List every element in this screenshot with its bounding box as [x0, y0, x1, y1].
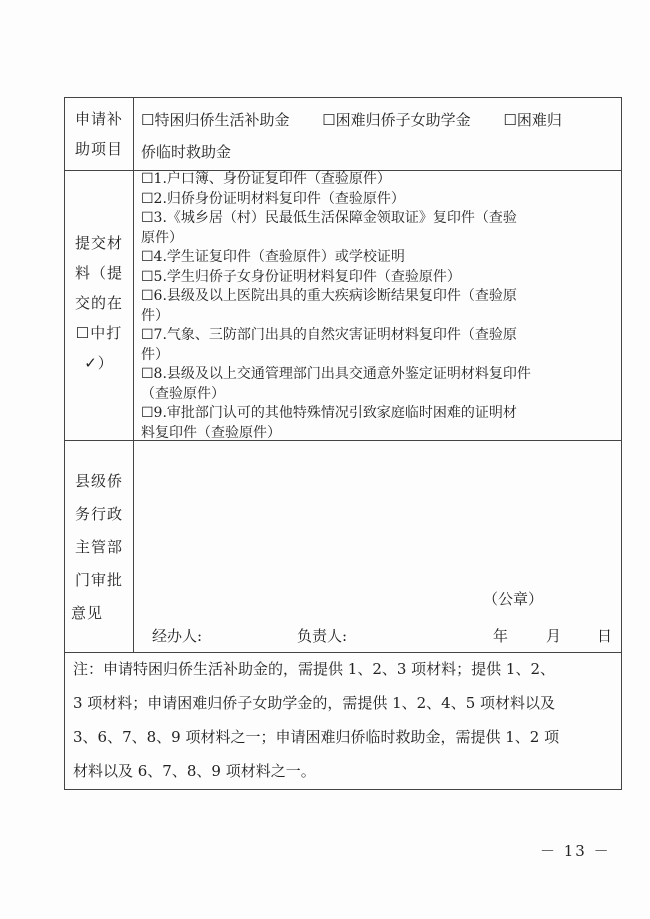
- label-line: ✓）: [84, 354, 114, 372]
- option-temporary-relief-part1[interactable]: ☐困难归: [503, 111, 562, 129]
- material-item-2[interactable]: ☐2.归侨身份证明材料复印件（查验原件）: [141, 190, 405, 207]
- label-line: ☐中打: [75, 324, 123, 342]
- option-special-hardship-allowance[interactable]: ☐特困归侨生活补助金: [141, 111, 290, 129]
- material-item-9[interactable]: ☐9.审批部门认可的其他特殊情况引致家庭临时困难的证明材: [141, 405, 517, 421]
- material-item-1[interactable]: ☐1.户口簿、身份证复印件（查验原件）: [141, 171, 391, 187]
- material-item-6-wrap: 件）: [141, 307, 169, 324]
- page-number: － 13 －: [540, 842, 611, 860]
- material-item-7[interactable]: ☐7.气象、三防部门出具的自然灾害证明材料复印件（查验原: [141, 327, 517, 343]
- label-line: 主管部: [74, 538, 123, 556]
- option-student-aid[interactable]: ☐困难归侨子女助学金: [322, 111, 471, 129]
- materials-list: [141, 170, 615, 443]
- label-line: 助项目: [74, 140, 123, 158]
- official-seal-label: （公章）: [483, 590, 544, 608]
- approval-label: [65, 465, 133, 630]
- note-line: 注：申请特困归侨生活补助金的，需提供 1、2、3 项材料；提供 1、2、: [73, 660, 556, 678]
- column-divider: [133, 98, 134, 652]
- year-label: 年: [493, 627, 509, 645]
- label-line: 交的在: [74, 294, 123, 312]
- application-form-table: [64, 97, 622, 790]
- material-item-3[interactable]: ☐3.《城乡居（村）民最低生活保障金领取证》复印件（查验: [141, 210, 517, 226]
- note-section: [73, 652, 613, 788]
- option-temporary-relief-part2: 侨临时救助金: [141, 143, 232, 161]
- label-line: 务行政: [74, 505, 123, 523]
- material-item-8-wrap: （查验原件）: [141, 385, 225, 402]
- label-line: 料（提: [74, 264, 123, 282]
- label-line: 意见: [71, 604, 104, 622]
- materials-label: [65, 228, 133, 378]
- note-line: 材料以及 6、7、8、9 项材料之一。: [73, 762, 316, 780]
- material-item-9-wrap: 料复印件（查验原件）: [141, 424, 281, 441]
- material-item-6[interactable]: ☐6.县级及以上医院出具的重大疾病诊断结果复印件（查验原: [141, 288, 517, 304]
- note-line: 3 项材料；申请困难归侨子女助学金的，需提供 1、2、4、5 项材料以及: [73, 694, 556, 712]
- day-label: 日: [597, 627, 613, 645]
- apply-options: [141, 104, 615, 168]
- label-line: 申请补: [74, 110, 123, 128]
- material-item-4[interactable]: ☐4.学生证复印件（查验原件）或学校证明: [141, 249, 405, 265]
- label-line: 提交材: [74, 234, 123, 252]
- material-item-7-wrap: 件）: [141, 346, 169, 363]
- apply-item-label: [65, 104, 133, 164]
- material-item-3-wrap: 原件）: [141, 229, 183, 246]
- material-item-8[interactable]: ☐8.县级及以上交通管理部门出具交通意外鉴定证明材料复印件: [141, 366, 531, 382]
- material-item-5[interactable]: ☐5.学生归侨子女身份证明材料复印件（查验原件）: [141, 268, 461, 285]
- responsible-label: 负责人:: [297, 627, 348, 645]
- note-line: 3、6、7、8、9 项材料之一；申请困难归侨临时救助金，需提供 1、2 项: [73, 728, 560, 746]
- label-line: 门审批: [74, 571, 123, 589]
- handler-label: 经办人:: [152, 627, 203, 645]
- month-label: 月: [546, 627, 562, 645]
- label-line: 县级侨: [74, 472, 123, 490]
